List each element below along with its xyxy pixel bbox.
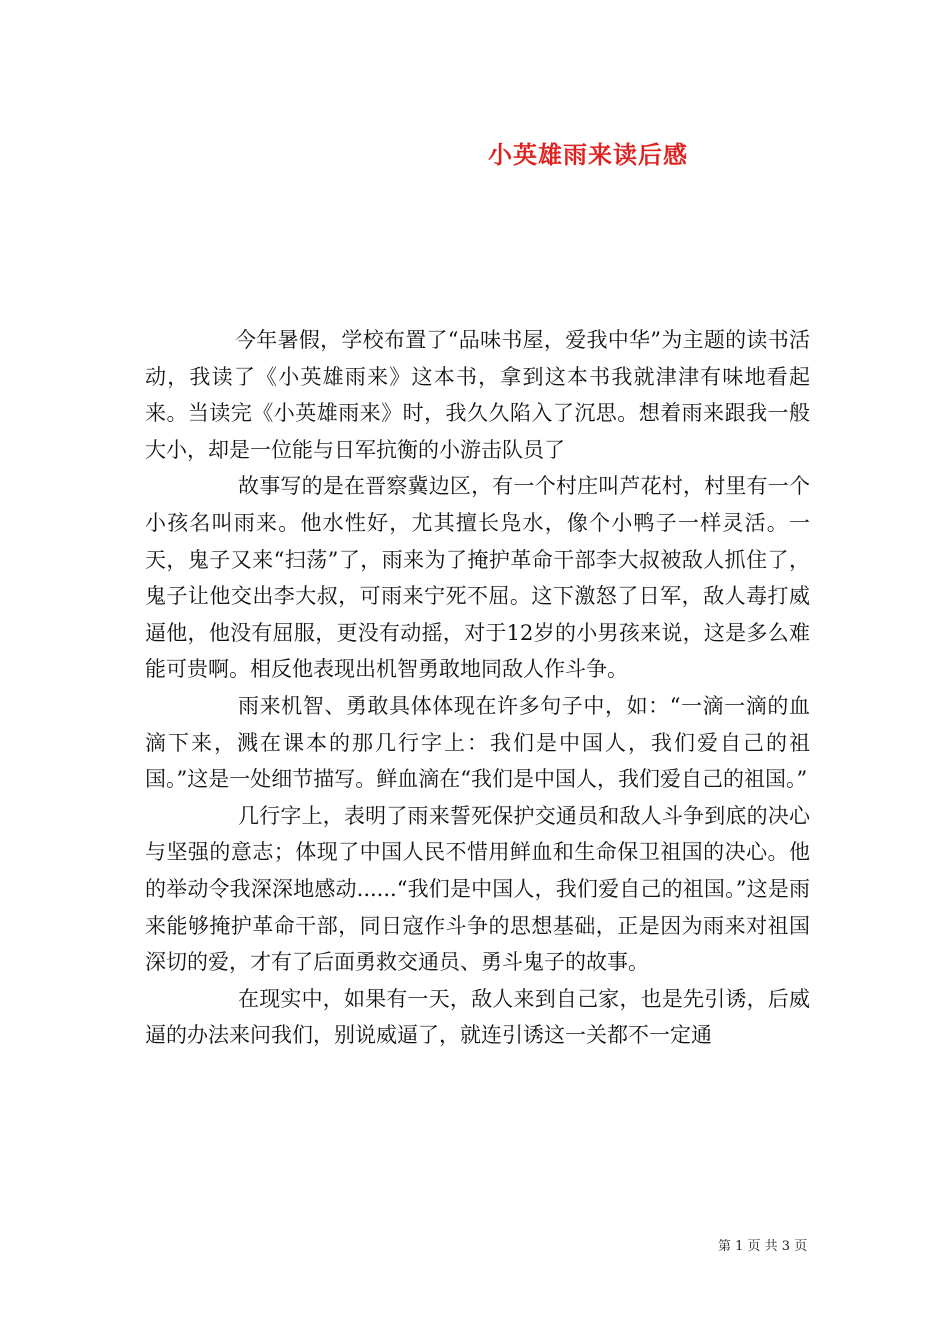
paragraph-3: 雨来机智、勇敢具体体现在许多句子中，如：“一滴一滴的血滴下来，溅在课本的那几行字上：我们是中国人，我们爱自己的祖国。”这是一处细节描写。鲜血滴在“我们是中国人，我们爱自己的祖国。” [145, 693, 810, 792]
paragraph-4: 几行字上，表明了雨来誓死保护交通员和敌人斗争到底的决心与坚强的意志；体现了中国人民不惜用鲜血和生命保卫祖国的决心。他的举动令我深深地感动......“我们是中国人，我们爱自己的祖国。”这是雨来能够掩护革命干部，同日寇作斗争的思想基础，正是因为雨来对祖国深切的爱，才有了后面勇救交通员、勇斗鬼子的故事。 [145, 803, 810, 975]
paragraph-5: 在现实中，如果有一天，敌人来到自己家，也是先引诱，后威逼的办法来问我们，别说威逼了，就连引诱这一关都不一定通 [145, 986, 810, 1048]
paragraph-2: 故事写的是在晋察冀边区，有一个村庄叫芦花村，村里有一个小孩名叫雨来。他水性好，尤其擅长凫水，像个小鸭子一样灵活。一天，鬼子又来“扫荡”了，雨来为了掩护革命干部李大叔被敌人抓住了，鬼子让他交出李大叔，可雨来宁死不屈。这下激怒了日军，敌人毒打威逼他，他没有屈服，更没有动摇，对于12岁的小男孩来说，这是多么难能可贵啊。相反他表现出机智勇敢地同敌人作斗争。 [145, 474, 810, 682]
page-number: 第 1 页 共 3 页 [718, 1239, 808, 1254]
document-body [145, 322, 810, 1054]
document-title: 小英雄雨来读后感 [488, 140, 688, 169]
paragraph-1: 今年暑假，学校布置了“品味书屋，爱我中华”为主题的读书活动，我读了《小英雄雨来》这本书，拿到这本书我就津津有味地看起来。当读完《小英雄雨来》时，我久久陷入了沉思。想着雨来跟我一般大小，却是一位能与日军抗衡的小游击队员了 [145, 328, 810, 462]
